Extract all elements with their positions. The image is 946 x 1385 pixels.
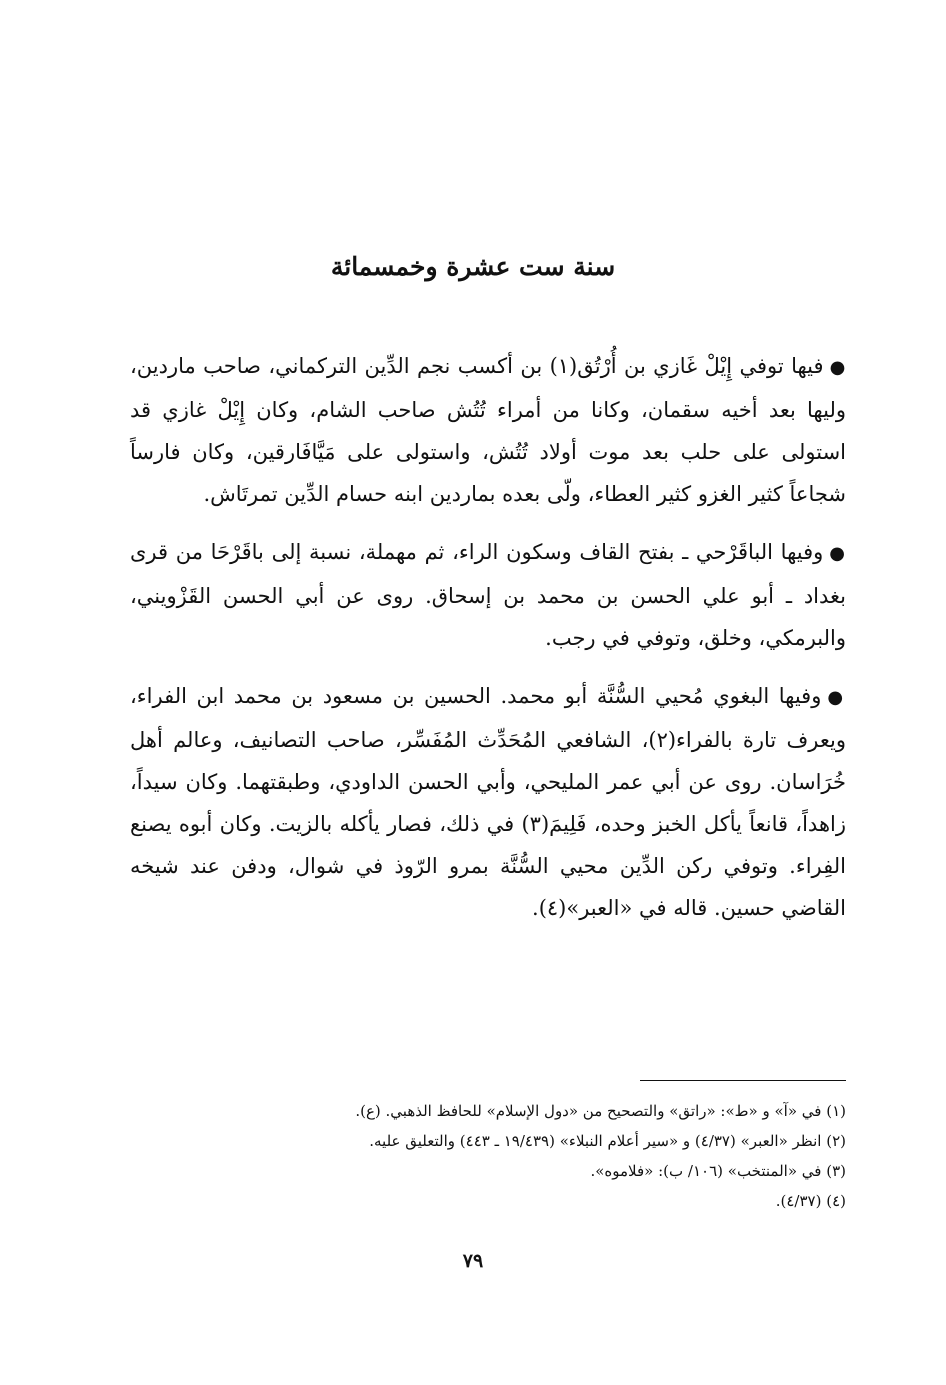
paragraph-text: وفيها الباقَرْحي ـ بفتح القاف وسكون الراء، ثم مهملة، نسبة إلى باقَرْحَا من قرى بغداد ـ أبو علي الحسن بن محمد بن إسحاق. روى عن أبي الحسن القَزْويني، والبرمكي، وخلق، وتوفي في رجب. — [130, 540, 846, 650]
bullet-icon: ● — [829, 543, 846, 564]
main-text — [130, 345, 846, 945]
paragraph-text: وفيها البغوي مُحيي السُّنَّة أبو محمد. الحسين بن مسعود بن محمد ابن الفراء، ويعرف تارة بالفراء(٢)، الشافعي المُحَدِّث المُفَسِّر، صاحب التصانيف، وعالم أهل خُرَاسان. روى عن أبي عمر المليحي، وأبي الحسن الداودي، وطبقتهما. وكان سيداً، زاهداً، قانعاً يأكل الخبز وحده، فَلِيمَ(٣) في ذلك، فصار يأكله بالزيت. وكان أبوه يصنع الفِراء. وتوفي ركن الدِّين محيي السُّنَّة بمرو الرّوذ في شوال، ودفن عند شيخه القاضي حسين. قاله في «العبر»(٤). — [130, 684, 846, 920]
footnote-2: (٢) انظر «العبر» (٤/٣٧) و «سير أعلام النبلاء» (١٩/٤٣٩ ـ ٤٤٣) والتعليق عليه. — [369, 1132, 846, 1150]
paragraph-1 — [130, 345, 846, 515]
bullet-icon: ● — [829, 357, 846, 378]
paragraph-3 — [130, 675, 846, 929]
page-number: ٧٩ — [462, 1250, 484, 1272]
footnotes — [130, 1096, 846, 1216]
footnote-4: (٤) (٤/٣٧). — [775, 1192, 846, 1210]
page-title: سنة ست عشرة وخمسمائة — [330, 252, 616, 281]
paragraph-text: فيها توفي إِيْلْ غَازي بن أُرْتُق(١) بن أكسب نجم الدِّين التركماني، صاحب ماردين، وليها بعد أخيه سقمان، وكانا من أمراء تُتُش صاحب الشام، وكان إِيْلْ غازي قد استولى على حلب بعد موت أولاد تُتُش، واستولى على مَيَّافَارقين، وكان فارساً شجاعاً كثير الغزو كثير العطاء، ولّى بعده بماردين ابنه حسام الدِّين تمرتَاش. — [130, 354, 846, 506]
footnote-1: (١) في «آ» و «ط»: «راتق» والتصحيح من «دول الإسلام» للحافظ الذهبي. (ع). — [355, 1102, 846, 1120]
paragraph-2 — [130, 531, 846, 659]
footnote-3: (٣) في «المنتخب» (١٠٦/ ب): «فلاموه». — [590, 1162, 846, 1180]
bullet-icon: ● — [827, 687, 846, 708]
footnote-separator — [640, 1080, 846, 1081]
